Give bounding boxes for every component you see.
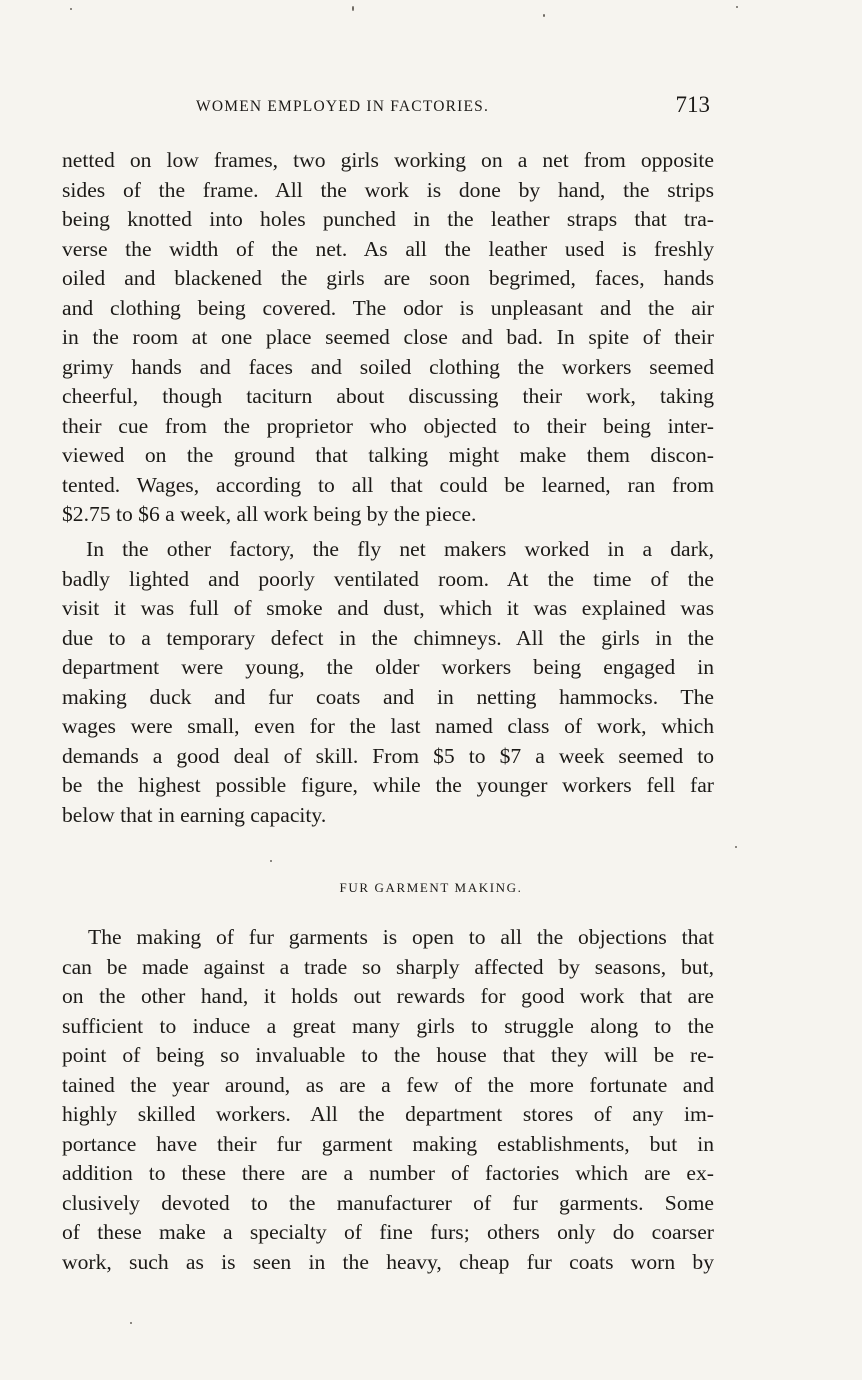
paragraph-1 <box>62 146 714 530</box>
text-line: making duck and fur coats and in netting hammocks. The <box>62 684 714 709</box>
page-header <box>62 92 714 132</box>
text-line: demands a good deal of skill. From $5 to $7 a week seemed to <box>62 743 714 768</box>
text-line: due to a temporary defect in the chimneys. All the girls in the <box>62 625 714 650</box>
text-line: cheerful, though taciturn about discussing their work, taking <box>62 384 714 408</box>
section-heading: FUR GARMENT MAKING. <box>339 880 523 895</box>
text-line: of these make a specialty of fine furs; others only do coarser <box>62 1220 714 1244</box>
text-line: be the highest possible figure, while the younger workers fell far <box>62 773 714 797</box>
scan-speck <box>543 14 545 17</box>
text-line: viewed on the ground that talking might make them discon- <box>62 443 714 467</box>
text-line: $2.75 to $6 a week, all work being by the piece. <box>62 502 477 526</box>
text-line: can be made against a trade so sharply affected by seasons, but, <box>62 954 714 979</box>
text-line: tained the year around, as are a few of the more fortunate and <box>62 1072 714 1097</box>
text-line: work, such as is seen in the heavy, cheap fur coats worn by <box>62 1249 714 1274</box>
text-line: clusively devoted to the manufacturer of fur garments. Some <box>62 1190 714 1215</box>
text-line: and clothing being covered. The odor is unpleasant and the air <box>62 295 714 320</box>
scan-speck <box>130 1322 132 1324</box>
text-line: on the other hand, it holds out rewards for good work that are <box>62 984 714 1008</box>
text-line: sufficient to induce a great many girls to struggle along to the <box>62 1013 714 1038</box>
text-line: sides of the frame. All the work is done by hand, the strips <box>62 177 714 202</box>
text-line: tented. Wages, according to all that could be learned, ran from <box>62 472 714 497</box>
scan-speck <box>736 6 738 8</box>
text-line: point of being so invaluable to the house that they will be re- <box>62 1043 714 1067</box>
text-line: being knotted into holes punched in the leather straps that tra- <box>62 207 714 231</box>
text-line: in the room at one place seemed close and bad. In spite of their <box>62 325 714 349</box>
text-line: addition to these there are a number of factories which are ex- <box>62 1161 714 1185</box>
scan-speck <box>270 860 272 862</box>
text-line: department were young, the older workers being engaged in <box>62 655 714 679</box>
text-line: highly skilled workers. All the department stores of any im- <box>62 1102 714 1126</box>
text-line: oiled and blackened the girls are soon begrimed, faces, hands <box>62 266 714 290</box>
scan-speck <box>70 8 72 10</box>
text-line: their cue from the proprietor who objected to their being inter- <box>62 413 714 438</box>
text-line: In the other factory, the fly net makers worked in a dark, <box>86 537 714 561</box>
scan-speck <box>352 6 354 11</box>
text-line: below that in earning capacity. <box>62 802 327 827</box>
page-number: 713 <box>675 92 710 117</box>
text-line: The making of fur garments is open to all the objections that <box>88 925 714 949</box>
scan-speck <box>735 846 737 848</box>
text-line: verse the width of the net. As all the leather used is freshly <box>62 236 714 261</box>
section-paragraph <box>62 923 714 1277</box>
text-line: visit it was full of smoke and dust, which it was explained was <box>62 596 714 620</box>
text-line: portance have their fur garment making establishments, but in <box>62 1131 714 1156</box>
text-line: wages were small, even for the last named class of work, which <box>62 714 714 738</box>
text-line: badly lighted and poorly ventilated room. At the time of the <box>62 566 714 591</box>
text-line: netted on low frames, two girls working on a net from opposite <box>62 148 714 172</box>
text-line: grimy hands and faces and soiled clothing the workers seemed <box>62 354 714 379</box>
running-title: WOMEN EMPLOYED IN FACTORIES. <box>196 98 490 115</box>
paragraph-2 <box>62 535 714 830</box>
